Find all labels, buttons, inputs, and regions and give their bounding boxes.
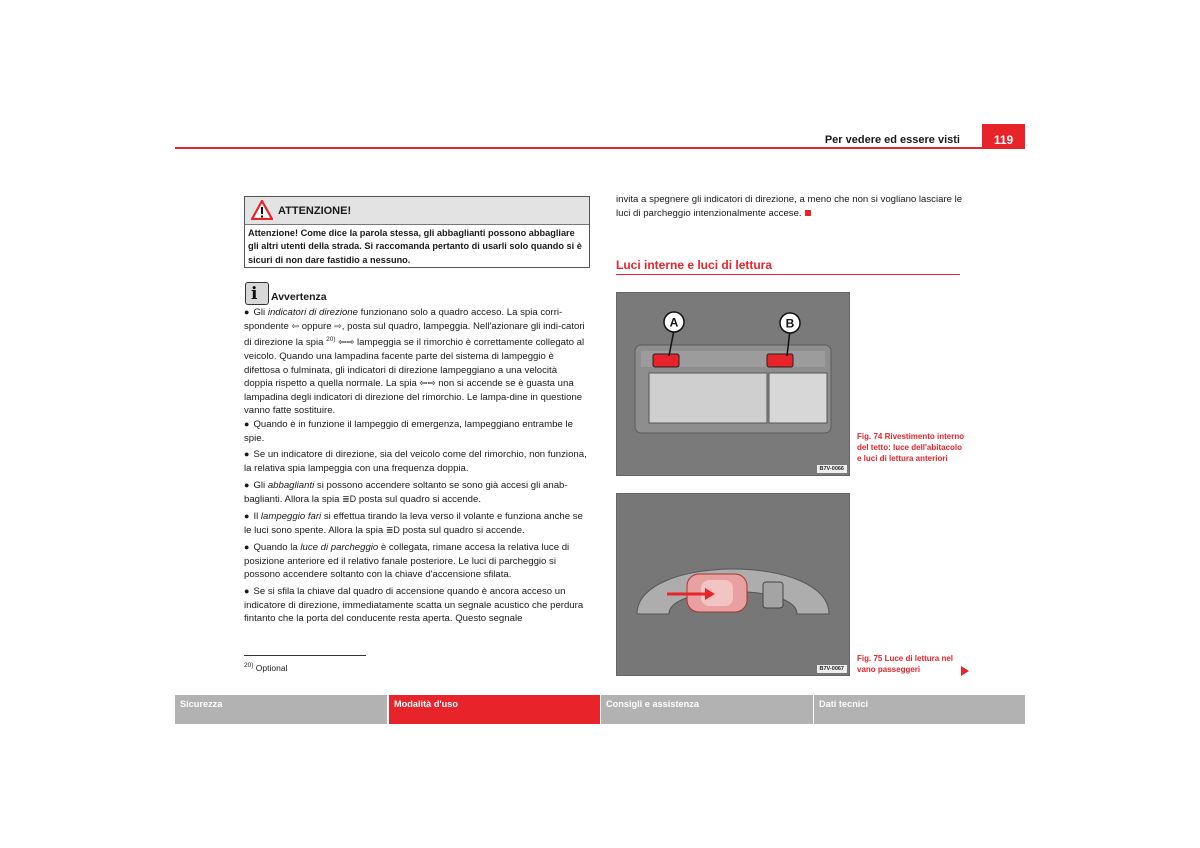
figure-label-a: A <box>669 315 679 330</box>
figure-74-caption: Fig. 74 Rivestimento interno del tetto: luce dell'abitacolo e luci di lettura anteriori <box>857 432 965 463</box>
note-bullet: ● Gli abbaglianti si possono accendere soltanto se sono già accesi gli anab-baglianti. Allora la spia ≣D posta sul quadro si accende. <box>244 480 568 505</box>
note-bullet: ● Quando è in funzione il lampeggio di emergenza, lampeggiano entrambe le spie. <box>244 419 573 444</box>
page-number: 119 <box>982 124 1025 149</box>
turn-left-indicator-icon: ⇦ <box>291 320 300 331</box>
note-bullet: ● Gli indicatori di direzione funzionano solo a quadro acceso. La spia corri-spondente ⇦ oppure ⇨, posta sul quadro, lampeggia. Nell'azionare gli indi-catori di direzione la spia $^{20)}$ ⇦⇨ lampeggia se il rimorchio è correttamente collegato al veicolo. Quando una lampadina facente parte del sistema di lampeggio è difettosa o fulminata, gli indicatori di direzione lampeggiano a una velocità doppia rispetto a quella normale. La spia ⇦⇨ non si accende se è guasta una lampadina degli indicatori di direzione del rimorchio. Le lampa-dine in questione vanno fatte sostituire. <box>244 307 585 417</box>
warning-box <box>244 196 590 268</box>
rear-reading-light-illustration <box>617 494 849 675</box>
high-beam-icon: ≣D <box>385 524 400 535</box>
figure-75-image <box>616 493 850 676</box>
warning-header <box>245 197 589 225</box>
turn-right-indicator-icon: ⇨ <box>334 320 342 331</box>
running-header-title: Per vedere ed essere visti <box>824 134 960 146</box>
continuation-text: invita a spegnere gli indicatori di direzione, a meno che non si vogliano lasciare le luci di parcheggio intenzionalmente accese. <box>616 194 963 219</box>
figure-75-caption: Fig. 75 Luce di lettura nel vano passeggeri <box>857 654 954 674</box>
warning-title: ATTENZIONE! <box>278 205 352 217</box>
info-icon: i <box>245 282 269 305</box>
note-bullet: ● Se un indicatore di direzione, sia del veicolo come del rimorchio, non funziona, la relativa spia lampeggia con una frequenza doppia. <box>244 449 587 474</box>
warning-triangle-icon <box>251 200 273 220</box>
header-rule <box>175 147 1025 149</box>
figure-74-image <box>616 292 850 476</box>
warning-body: Attenzione! Come dice la parola stessa, gli abbaglianti possono abbagliare gli altri utenti della strada. Si raccomanda pertanto di usarli solo quando si è sicuri di non dare fastidio a nessuno. <box>248 228 582 265</box>
note-bullet: ● Se si sfila la chiave dal quadro di accensione quando è ancora acceso un indicatore di direzione, immediatamente scatta un segnale acustico che perdura fintanto che la porta del conducente resta aperta. Questo segnale <box>244 586 584 625</box>
note-bullet: ● Quando la luce di parcheggio è collegata, rimane accesa la relativa luce di posizione anteriore ed il relativo fanale posteriore. Le luci di parcheggio si possono accendere soltanto con la chiave d'accensione sfilata. <box>244 542 570 581</box>
note-title: Avvertenza <box>271 291 327 303</box>
high-beam-icon: ≣D <box>342 493 357 504</box>
figure-label-b: B <box>785 316 795 331</box>
footer-tab-sicurezza[interactable]: Sicurezza <box>175 695 387 724</box>
footnote: $^{20)}$ Optional <box>244 662 288 673</box>
end-of-section-mark <box>805 210 811 216</box>
footer-tab-modalita-uso[interactable]: Modalità d'uso <box>389 695 600 724</box>
footnote-rule <box>244 655 366 656</box>
note-bullet: ● Il lampeggio fari si effettua tirando la leva verso il volante e funziona anche se le luci sono spente. Allora la spia ≣D posta sul quadro si accende. <box>244 511 583 536</box>
figure-code: B7V-0067 <box>817 665 847 673</box>
section-heading-rule <box>616 274 960 275</box>
figure-code: B7V-0066 <box>817 465 847 473</box>
section-heading: Luci interne e luci di lettura <box>616 258 773 272</box>
footer-tab-dati-tecnici[interactable]: Dati tecnici <box>814 695 1025 724</box>
footer-tab-consigli[interactable]: Consigli e assistenza <box>601 695 813 724</box>
roof-lining-lights-illustration <box>617 293 849 475</box>
continue-arrow-icon <box>961 666 969 676</box>
